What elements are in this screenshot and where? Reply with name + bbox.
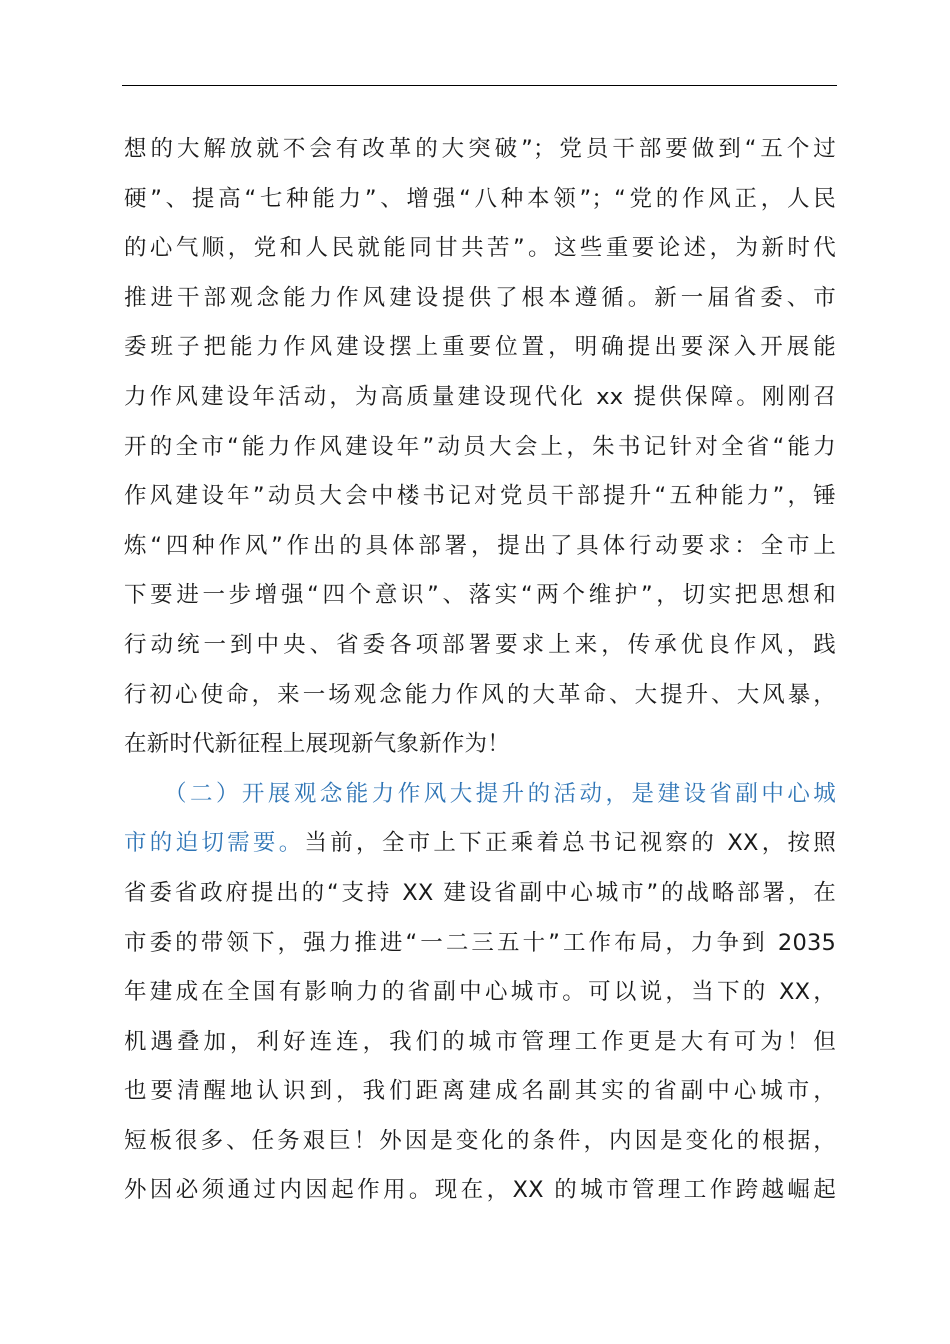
text-line: 作风建设年”动员大会中楼书记对党员干部提升“五种能力”，锤 bbox=[124, 483, 836, 510]
text-line: 机遇叠加，利好连连，我们的城市管理工作更是大有可为！但 bbox=[124, 1028, 836, 1055]
paragraph-1 bbox=[124, 125, 836, 770]
text-line: 推进干部观念能力作风建设提供了根本遵循。新一届省委、市 bbox=[124, 284, 836, 311]
text-line: 在新时代新征程上展现新气象新作为！ bbox=[124, 731, 510, 758]
text-line: 行初心使命，来一场观念能力作风的大革命、大提升、大风暴， bbox=[124, 681, 836, 708]
section-heading: （二）开展观念能力作风大提升的活动，是建设省副中心城 bbox=[164, 780, 836, 807]
text-line: 的心气顺，党和人民就能同甘共苦”。这些重要论述，为新时代 bbox=[124, 235, 836, 262]
text-line: 开的全市“能力作风建设年”动员大会上，朱书记针对全省“能力 bbox=[124, 433, 836, 460]
document-body bbox=[124, 125, 836, 1216]
text-line: 想的大解放就不会有改革的大突破”；党员干部要做到“五个过 bbox=[124, 136, 836, 162]
text-line: 硬”、提高“七种能力”、增强“八种本领”；“党的作风正，人民 bbox=[124, 185, 836, 212]
section-heading-continued: 市的迫切需要。 bbox=[124, 830, 305, 857]
text-line: 下要进一步增强“四个意识”、落实“两个维护”，切实把思想和 bbox=[124, 582, 836, 609]
text-line: 委班子把能力作风建设摆上重要位置，明确提出要深入开展能 bbox=[124, 334, 836, 361]
text-line: 市委的带领下，强力推进“一二三五十”工作布局，力争到 2035 bbox=[124, 929, 836, 956]
text-line: 短板很多、任务艰巨！外因是变化的条件，内因是变化的根据， bbox=[124, 1127, 836, 1154]
header-rule bbox=[122, 85, 837, 86]
text-line: 行动统一到中央、省委各项部署要求上来，传承优良作风，践 bbox=[124, 631, 836, 658]
text-line: 省委省政府提出的“支持 XX 建设省副中心城市”的战略部署，在 bbox=[124, 879, 836, 906]
text-line: 力作风建设年活动，为高质量建设现代化 xx 提供保障。刚刚召 bbox=[124, 383, 836, 410]
text-line: 外因必须通过内因起作用。现在，XX 的城市管理工作跨越崛起 bbox=[124, 1177, 836, 1204]
text-line: 年建成在全国有影响力的省副中心城市。可以说，当下的 XX， bbox=[124, 979, 836, 1006]
paragraph-2 bbox=[124, 770, 836, 1216]
text-line bbox=[124, 819, 836, 869]
text-line: 炼“四种作风”作出的具体部署，提出了具体行动要求：全市上 bbox=[124, 532, 836, 559]
text-span: 当前，全市上下正乘着总书记视察的 XX，按照 bbox=[304, 830, 836, 857]
text-line: 也要清醒地认识到，我们距离建成名副其实的省副中心城市， bbox=[124, 1078, 836, 1105]
